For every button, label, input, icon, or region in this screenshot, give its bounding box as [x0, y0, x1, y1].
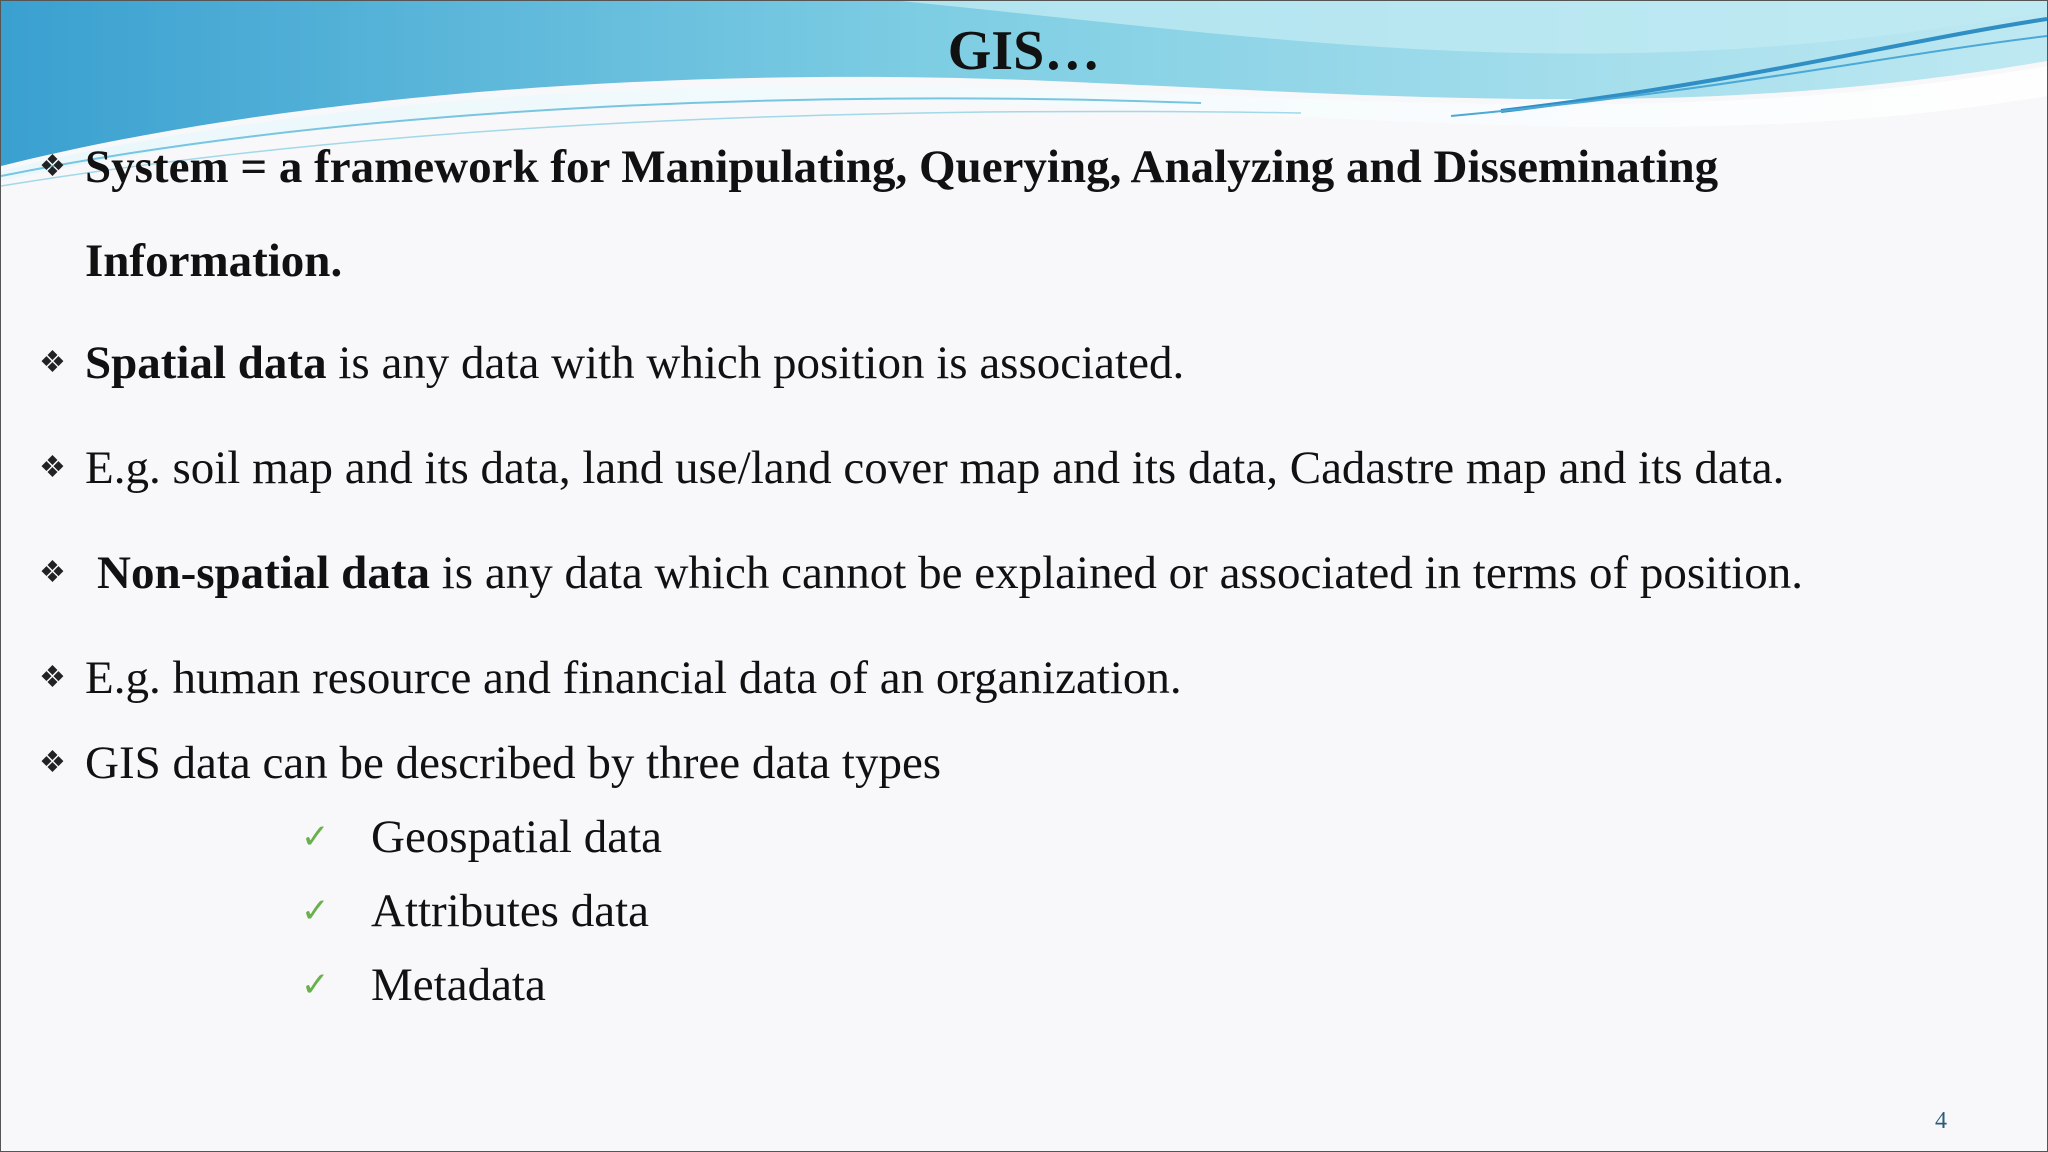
sub-item-label: Metadata	[371, 959, 546, 1011]
four-diamond-bullet-icon: ❖	[39, 346, 66, 380]
sub-item-metadata	[301, 955, 546, 1019]
bullet-text: E.g. soil map and its data, land use/land cover map and its data, Cadastre map and its data.	[85, 442, 1785, 494]
sub-item-label: Attributes data	[371, 885, 650, 937]
bullet-non-spatial-example	[39, 648, 1182, 712]
check-mark-icon: ✓	[301, 891, 330, 931]
bullet-spatial-example	[39, 438, 1784, 502]
bullet-continuation-text: Information.	[85, 235, 343, 288]
bullet-text: is any data with which position is associated.	[326, 337, 1185, 389]
sub-item-label: Geospatial data	[371, 811, 663, 863]
page-number: 4	[1935, 1108, 1947, 1134]
check-mark-icon: ✓	[301, 965, 330, 1005]
four-diamond-bullet-icon: ❖	[39, 661, 66, 695]
four-diamond-bullet-icon: ❖	[39, 746, 66, 780]
four-diamond-bullet-icon: ❖	[39, 556, 66, 590]
bullet-bold-text: Spatial data	[85, 337, 327, 389]
sub-item-attributes	[301, 881, 649, 945]
bullet-non-spatial-data	[39, 543, 1803, 607]
sub-item-geospatial	[301, 807, 662, 871]
bullet-text: E.g. human resource and financial data of an organization.	[85, 652, 1182, 704]
slide-title: GIS…	[947, 20, 1101, 82]
check-mark-icon: ✓	[301, 817, 330, 857]
four-diamond-bullet-icon: ❖	[39, 451, 66, 485]
bullet-gis-data-types	[39, 733, 941, 797]
bullet-bold-text: Non-spatial data	[97, 547, 430, 599]
bullet-system-definition	[39, 137, 1718, 291]
bullet-bold-text: System = a framework for Manipulating, Querying, Analyzing and Disseminating	[85, 141, 1719, 193]
bullet-spatial-data	[39, 333, 1184, 397]
bullet-text: GIS data can be described by three data types	[85, 737, 942, 789]
four-diamond-bullet-icon: ❖	[39, 150, 66, 184]
bullet-text: is any data which cannot be explained or associated in terms of position.	[429, 547, 1804, 599]
